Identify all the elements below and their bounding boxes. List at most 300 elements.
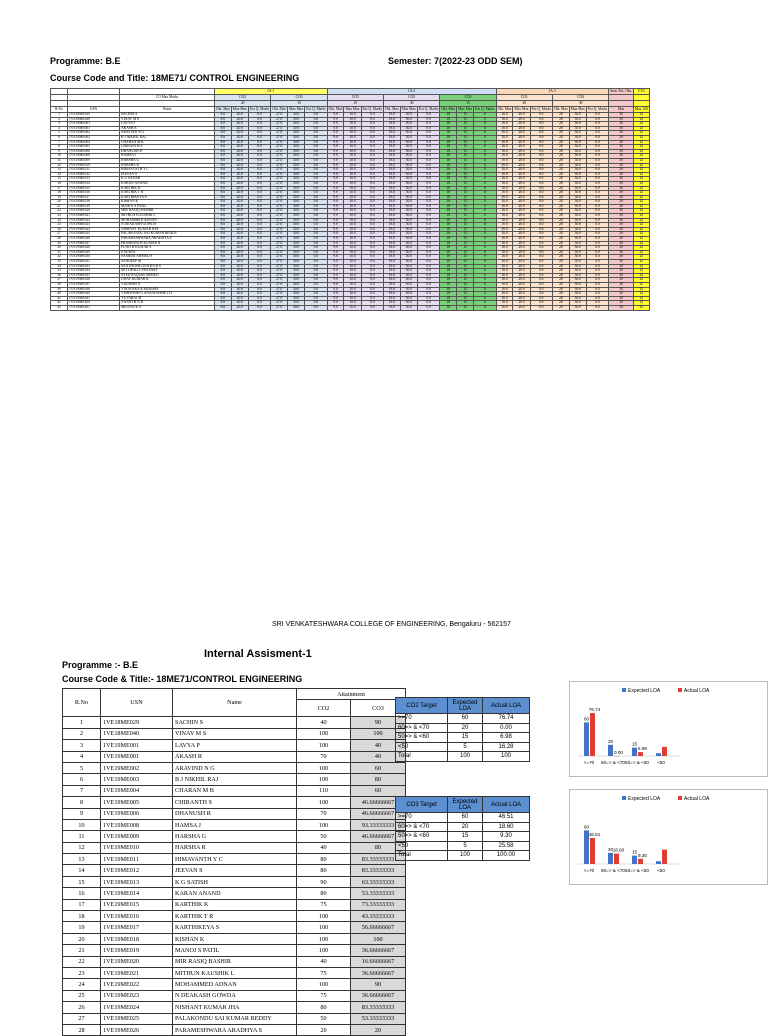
mark-cell: 30.0 xyxy=(400,269,417,274)
mark-cell: 0.0 xyxy=(417,191,439,196)
mark-cell: 10.0 xyxy=(344,260,361,265)
mark-cell: 0.0 xyxy=(586,218,608,223)
programme-label: Programme: B.E xyxy=(50,56,121,66)
target-expected: 100 xyxy=(448,851,483,861)
row-name: SAMEER AHMED S xyxy=(120,255,215,260)
legend-actual: Actual LOA xyxy=(684,796,710,802)
mark-cell: 0.0 xyxy=(530,113,552,118)
mark-cell: 18.0 xyxy=(383,232,400,237)
mark-cell: 20.0 xyxy=(231,227,248,232)
category-label: 50=> & <60 xyxy=(625,868,649,873)
mark-cell: 20.0 xyxy=(231,126,248,131)
mark-cell: 20.0 xyxy=(513,246,530,251)
data-label: 0.00 xyxy=(614,750,623,755)
mark-cell: 0 xyxy=(474,273,496,278)
att-usn: 1VE18ME029 xyxy=(101,717,173,728)
mark-cell: 0.0 xyxy=(305,158,327,163)
row-usn: 1VE19ME010 xyxy=(68,163,120,168)
mark-cell: 15 xyxy=(457,273,474,278)
mark-cell: 10.0 xyxy=(344,200,361,205)
mark-cell: 0.0 xyxy=(305,214,327,219)
row-no: 3 xyxy=(51,122,68,127)
mark-cell: 15 xyxy=(457,227,474,232)
mark-cell: 0.0 xyxy=(586,209,608,214)
mark-cell: 0.0 xyxy=(530,149,552,154)
mark-cell: 8.0 xyxy=(215,122,232,127)
mark-cell: 15 xyxy=(457,172,474,177)
mark-cell: 0.0 xyxy=(530,163,552,168)
see-cell: 30 xyxy=(609,273,634,278)
mark-cell: 8.0 xyxy=(215,113,232,118)
mark-cell: 0.0 xyxy=(248,232,270,237)
mark-cell: 18 xyxy=(440,145,457,150)
mark-cell: 30.0 xyxy=(569,135,586,140)
mark-cell: 10.0 xyxy=(344,168,361,173)
mark-cell: 27.0 xyxy=(271,250,288,255)
mark-cell: 30.0 xyxy=(288,218,305,223)
mark-cell: 0.0 xyxy=(417,181,439,186)
vtu-cell: 25 xyxy=(633,172,649,177)
mark-cell: 0.0 xyxy=(586,145,608,150)
mark-cell: 18.0 xyxy=(383,200,400,205)
mark-cell: 15 xyxy=(457,296,474,301)
mark-cell: 28 xyxy=(552,227,569,232)
mark-cell: 28 xyxy=(552,282,569,287)
row-name: LAVYA P xyxy=(120,122,215,127)
mark-cell: 0.0 xyxy=(530,200,552,205)
mark-cell: 16.0 xyxy=(496,301,513,306)
mark-cell: 30.0 xyxy=(288,204,305,209)
mark-cell: 30.0 xyxy=(569,186,586,191)
mark-cell: 0.0 xyxy=(305,172,327,177)
mark-cell: 10.0 xyxy=(344,255,361,260)
mark-cell: 0 xyxy=(474,296,496,301)
mark-cell: 0.0 xyxy=(361,145,383,150)
mark-cell: 16.0 xyxy=(496,149,513,154)
mark-cell: 10.0 xyxy=(344,204,361,209)
mark-cell: 0.0 xyxy=(530,204,552,209)
mark-cell: 20.0 xyxy=(513,158,530,163)
mark-cell: 20.0 xyxy=(231,264,248,269)
legend-swatch-actual xyxy=(678,688,682,692)
att-name: SACHIN S xyxy=(173,717,297,728)
mark-cell: 30.0 xyxy=(569,140,586,145)
vtu-cell: 25 xyxy=(633,140,649,145)
att-usn: 1VE19ME001 xyxy=(101,751,173,762)
mark-cell: 0.0 xyxy=(305,168,327,173)
vtu-cell: 25 xyxy=(633,145,649,150)
co-max-5: 20 xyxy=(496,101,552,107)
mark-cell: 27.0 xyxy=(271,255,288,260)
mark-cell: 18 xyxy=(440,296,457,301)
mark-cell: 8.0 xyxy=(215,145,232,150)
vtu-cell: 25 xyxy=(633,250,649,255)
sub-header: Obt. Max xyxy=(440,107,457,113)
row-name: MANOJ S PATIL xyxy=(120,204,215,209)
mark-cell: 18 xyxy=(440,172,457,177)
row-usn: 1VE19ME001 xyxy=(68,122,120,127)
vtu-cell: 25 xyxy=(633,177,649,182)
mark-cell: 0 xyxy=(474,140,496,145)
semester-label: Semester: 7(2022-23 ODD SEM) xyxy=(388,56,523,66)
mark-cell: 8.0 xyxy=(215,140,232,145)
see-cell: 30 xyxy=(609,145,634,150)
att-rno: 18 xyxy=(63,911,101,922)
mark-cell: 18.0 xyxy=(383,273,400,278)
att-name: N DEAKASH GOWDA xyxy=(173,990,297,1001)
row-name: SACHIN S xyxy=(120,113,215,118)
vtu-cell: 25 xyxy=(633,214,649,219)
mark-cell: 28 xyxy=(552,145,569,150)
att-co2: 100 xyxy=(297,945,351,956)
mark-cell: 0.0 xyxy=(417,113,439,118)
mark-cell: 20.0 xyxy=(513,168,530,173)
mark-cell: 10.0 xyxy=(344,227,361,232)
mark-cell: 0 xyxy=(474,232,496,237)
row-no: 41 xyxy=(51,296,68,301)
mark-cell: 8.0 xyxy=(215,117,232,122)
att-co2: 40 xyxy=(297,842,351,853)
vtu-cell: 25 xyxy=(633,301,649,306)
mark-cell: 30.0 xyxy=(569,117,586,122)
mark-cell: 0.0 xyxy=(248,200,270,205)
mark-cell: 27.0 xyxy=(271,177,288,182)
mark-cell: 15 xyxy=(457,282,474,287)
mark-cell: 27.0 xyxy=(271,191,288,196)
row-usn: 1VE19ME030 xyxy=(68,255,120,260)
vtu-cell: 25 xyxy=(633,126,649,131)
mark-cell: 30.0 xyxy=(569,223,586,228)
att-usn: 1VE19ME012 xyxy=(101,865,173,876)
mark-cell: 0.0 xyxy=(305,117,327,122)
mark-cell: 0.0 xyxy=(417,172,439,177)
mark-cell: 0.0 xyxy=(248,131,270,136)
mark-cell: 28 xyxy=(552,135,569,140)
mark-cell: 0.0 xyxy=(586,214,608,219)
mark-cell: 20.0 xyxy=(231,282,248,287)
mark-cell: 20.0 xyxy=(513,223,530,228)
mark-cell: 0.0 xyxy=(361,163,383,168)
att-usn: 1VE19ME014 xyxy=(101,888,173,899)
mark-cell: 8.0 xyxy=(215,237,232,242)
row-name: NISHANT KUMAR JHA xyxy=(120,227,215,232)
mark-cell: 30.0 xyxy=(400,200,417,205)
mark-cell: 30.0 xyxy=(288,255,305,260)
mark-cell: 30.0 xyxy=(400,223,417,228)
mark-cell: 27.0 xyxy=(271,287,288,292)
mark-cell: 15 xyxy=(457,191,474,196)
mark-cell: 0.0 xyxy=(586,278,608,283)
att-name: ARAVIND N G xyxy=(173,762,297,773)
mark-cell: 20.0 xyxy=(513,260,530,265)
mark-cell: 8.0 xyxy=(215,260,232,265)
att-co2: 100 xyxy=(297,774,351,785)
see-cell: 30 xyxy=(609,218,634,223)
att-name: HARSHA R xyxy=(173,842,297,853)
att-co2: 100 xyxy=(297,728,351,739)
mark-cell: 0 xyxy=(474,305,496,310)
mark-cell: 9.0 xyxy=(327,241,344,246)
see-cell: 30 xyxy=(609,195,634,200)
mark-cell: 0.0 xyxy=(305,126,327,131)
mark-cell: 28 xyxy=(552,195,569,200)
mark-cell: 30.0 xyxy=(400,250,417,255)
mark-cell: 18.0 xyxy=(383,282,400,287)
mark-cell: 20.0 xyxy=(231,241,248,246)
mark-cell: 0.0 xyxy=(417,287,439,292)
mark-cell: 8.0 xyxy=(215,241,232,246)
mark-cell: 16.0 xyxy=(496,154,513,159)
mark-cell: 0.0 xyxy=(361,273,383,278)
data-label: 9.30 xyxy=(638,853,647,858)
vtu-header: VTU xyxy=(633,89,649,95)
att-co2: 70 xyxy=(297,751,351,762)
att-usn: 1VE19ME011 xyxy=(101,854,173,865)
mark-cell: 0.0 xyxy=(417,246,439,251)
mark-cell: 18 xyxy=(440,223,457,228)
mark-cell: 8.0 xyxy=(215,158,232,163)
mark-cell: 16.0 xyxy=(496,282,513,287)
mark-cell: 28 xyxy=(552,131,569,136)
mark-cell: 0.0 xyxy=(305,209,327,214)
see-cell: 30 xyxy=(609,149,634,154)
row-name: MOHAMMED ADNAN xyxy=(120,218,215,223)
mark-cell: 0.0 xyxy=(530,227,552,232)
row-usn: 1VE19ME034 xyxy=(68,269,120,274)
see-cell: 30 xyxy=(609,260,634,265)
mark-cell: 9.0 xyxy=(327,305,344,310)
attainment-header: Attainment xyxy=(297,689,406,700)
att-rno: 20 xyxy=(63,933,101,944)
mark-cell: 15 xyxy=(457,168,474,173)
mark-cell: 18.0 xyxy=(383,255,400,260)
mark-cell: 0.0 xyxy=(305,287,327,292)
mark-cell: 0.0 xyxy=(305,204,327,209)
mark-cell: 0.0 xyxy=(586,113,608,118)
mark-cell: 0.0 xyxy=(248,250,270,255)
see-cell: 30 xyxy=(609,287,634,292)
mark-cell: 0.0 xyxy=(530,237,552,242)
mark-cell: 27.0 xyxy=(271,122,288,127)
att-co3: 36.66666667 xyxy=(351,945,406,956)
row-name: B J NIKHIL RAJ xyxy=(120,135,215,140)
att-co3: 93.33333333 xyxy=(351,819,406,830)
mark-cell: 18.0 xyxy=(383,122,400,127)
ia-label: IA-2 xyxy=(327,89,496,95)
mark-cell: 20.0 xyxy=(231,232,248,237)
att-usn: 1VE19ME019 xyxy=(101,945,173,956)
mark-cell: 0.0 xyxy=(417,163,439,168)
mark-cell: 30.0 xyxy=(288,117,305,122)
att-usn: 1VE19ME021 xyxy=(101,967,173,978)
att-usn: 1VE19ME016 xyxy=(101,911,173,922)
mark-cell: 30.0 xyxy=(569,177,586,182)
mark-cell: 0.0 xyxy=(417,227,439,232)
mark-cell: 18.0 xyxy=(383,117,400,122)
co-group-0: CO2 xyxy=(215,95,271,101)
mark-cell: 8.0 xyxy=(215,278,232,283)
mark-cell: 15 xyxy=(457,158,474,163)
row-no: 28 xyxy=(51,237,68,242)
target-actual: 16.28 xyxy=(483,742,530,752)
bar-expected xyxy=(584,722,589,756)
mark-cell: 15 xyxy=(457,117,474,122)
mark-cell: 18 xyxy=(440,273,457,278)
mark-cell: 0.0 xyxy=(530,246,552,251)
mark-cell: 18 xyxy=(440,232,457,237)
mark-cell: 28 xyxy=(552,158,569,163)
mark-cell: 10.0 xyxy=(344,292,361,297)
mark-cell: 20.0 xyxy=(513,177,530,182)
mark-cell: 30.0 xyxy=(288,296,305,301)
mark-cell: 30.0 xyxy=(288,195,305,200)
category-label: <50 xyxy=(657,760,665,765)
mark-cell: 30.0 xyxy=(569,209,586,214)
mark-cell: 0 xyxy=(474,177,496,182)
att-usn: 1VE19ME023 xyxy=(101,990,173,1001)
mark-cell: 8.0 xyxy=(215,264,232,269)
mark-cell: 18 xyxy=(440,131,457,136)
usn-header: USN xyxy=(68,107,120,113)
mark-cell: 18 xyxy=(440,135,457,140)
row-no: 34 xyxy=(51,264,68,269)
att-co2: 100 xyxy=(297,933,351,944)
mark-cell: 30.0 xyxy=(400,278,417,283)
att-co2: 80 xyxy=(297,865,351,876)
mark-cell: 30.0 xyxy=(288,140,305,145)
mark-cell: 28 xyxy=(552,269,569,274)
sub-header: Max Max xyxy=(457,107,474,113)
mark-cell: 16.0 xyxy=(496,264,513,269)
mark-cell: 0.0 xyxy=(305,149,327,154)
att-usn: 1VE19ME008 xyxy=(101,819,173,830)
mark-cell: 15 xyxy=(457,255,474,260)
sub-header: Ext Q. Marks xyxy=(530,107,552,113)
mark-cell: 0 xyxy=(474,172,496,177)
mark-cell: 0.0 xyxy=(248,296,270,301)
mark-cell: 30.0 xyxy=(288,278,305,283)
mark-cell: 9.0 xyxy=(327,131,344,136)
mark-cell: 27.0 xyxy=(271,158,288,163)
vtu-cell: 25 xyxy=(633,218,649,223)
mark-cell: 28 xyxy=(552,246,569,251)
mark-cell: 30.0 xyxy=(569,122,586,127)
bar-expected xyxy=(608,745,613,756)
mark-cell: 30.0 xyxy=(569,126,586,131)
mark-cell: 8.0 xyxy=(215,149,232,154)
mark-cell: 27.0 xyxy=(271,241,288,246)
mark-cell: 0.0 xyxy=(361,149,383,154)
see-cell: 30 xyxy=(609,264,634,269)
vtu-cell: 25 xyxy=(633,232,649,237)
sub-header: Obt. Max xyxy=(496,107,513,113)
mark-cell: 9.0 xyxy=(327,158,344,163)
mark-cell: 20.0 xyxy=(231,186,248,191)
mark-cell: 0 xyxy=(474,241,496,246)
mark-cell: 30.0 xyxy=(288,145,305,150)
name-header: Name xyxy=(120,107,215,113)
mark-cell: 27.0 xyxy=(271,218,288,223)
mark-cell: 18.0 xyxy=(383,172,400,177)
mark-cell: 0.0 xyxy=(248,126,270,131)
mark-cell: 0.0 xyxy=(530,117,552,122)
mark-cell: 0.0 xyxy=(305,223,327,228)
mark-cell: 0.0 xyxy=(361,135,383,140)
row-no: 40 xyxy=(51,292,68,297)
mark-cell: 10.0 xyxy=(344,232,361,237)
mark-cell: 27.0 xyxy=(271,237,288,242)
mark-cell: 0.0 xyxy=(417,168,439,173)
mark-cell: 28 xyxy=(552,177,569,182)
mark-cell: 20.0 xyxy=(231,145,248,150)
mark-cell: 20.0 xyxy=(231,204,248,209)
mark-cell: 0 xyxy=(474,158,496,163)
mark-cell: 16.0 xyxy=(496,177,513,182)
target-actual: 9.30 xyxy=(483,832,530,842)
mark-cell: 0.0 xyxy=(305,154,327,159)
see-cell: 30 xyxy=(609,172,634,177)
mark-cell: 30.0 xyxy=(569,250,586,255)
mark-cell: 0.0 xyxy=(248,269,270,274)
rno-header: R.No xyxy=(63,689,101,717)
att-co3: 20 xyxy=(351,1024,406,1035)
mark-cell: 0.0 xyxy=(530,278,552,283)
mark-cell: 16.0 xyxy=(496,292,513,297)
att-name: CHIRANTH S xyxy=(173,797,297,808)
row-usn: 1VE19ME041 xyxy=(68,296,120,301)
mark-cell: 27.0 xyxy=(271,209,288,214)
mark-cell: 0.0 xyxy=(305,250,327,255)
see-cell: 30 xyxy=(609,186,634,191)
mark-cell: 0.0 xyxy=(248,135,270,140)
mark-cell: 0 xyxy=(474,149,496,154)
mark-cell: 30.0 xyxy=(400,140,417,145)
mark-cell: 18.0 xyxy=(383,191,400,196)
target-expected: 5 xyxy=(448,841,483,851)
mark-cell: 9.0 xyxy=(327,255,344,260)
mark-cell: 30.0 xyxy=(569,154,586,159)
mark-cell: 18.0 xyxy=(383,278,400,283)
mark-cell: 0.0 xyxy=(530,264,552,269)
row-usn: 1VE19ME016 xyxy=(68,191,120,196)
mark-cell: 18 xyxy=(440,269,457,274)
row-no: 5 xyxy=(51,131,68,136)
mark-cell: 30.0 xyxy=(288,158,305,163)
mark-cell: 20.0 xyxy=(231,113,248,118)
mark-cell: 20.0 xyxy=(513,186,530,191)
att-rno: 16 xyxy=(63,888,101,899)
att-co3: 43.33333333 xyxy=(351,911,406,922)
mark-cell: 30.0 xyxy=(400,305,417,310)
mark-cell: 0.0 xyxy=(530,301,552,306)
att-co3: 80 xyxy=(351,842,406,853)
row-no: 15 xyxy=(51,177,68,182)
mark-cell: 0 xyxy=(474,191,496,196)
vtu-cell: 25 xyxy=(633,195,649,200)
mark-cell: 0.0 xyxy=(586,296,608,301)
att-usn: 1VE19ME022 xyxy=(101,979,173,990)
mark-cell: 16.0 xyxy=(496,168,513,173)
mark-cell: 0.0 xyxy=(361,158,383,163)
mark-cell: 18.0 xyxy=(383,181,400,186)
mark-cell: 9.0 xyxy=(327,140,344,145)
mark-cell: 0.0 xyxy=(530,126,552,131)
att-name: HAMSA J xyxy=(173,819,297,830)
att-co2: 40 xyxy=(297,717,351,728)
see-cell: 30 xyxy=(609,131,634,136)
mark-cell: 0.0 xyxy=(305,296,327,301)
row-usn: 1VE19ME025 xyxy=(68,232,120,237)
